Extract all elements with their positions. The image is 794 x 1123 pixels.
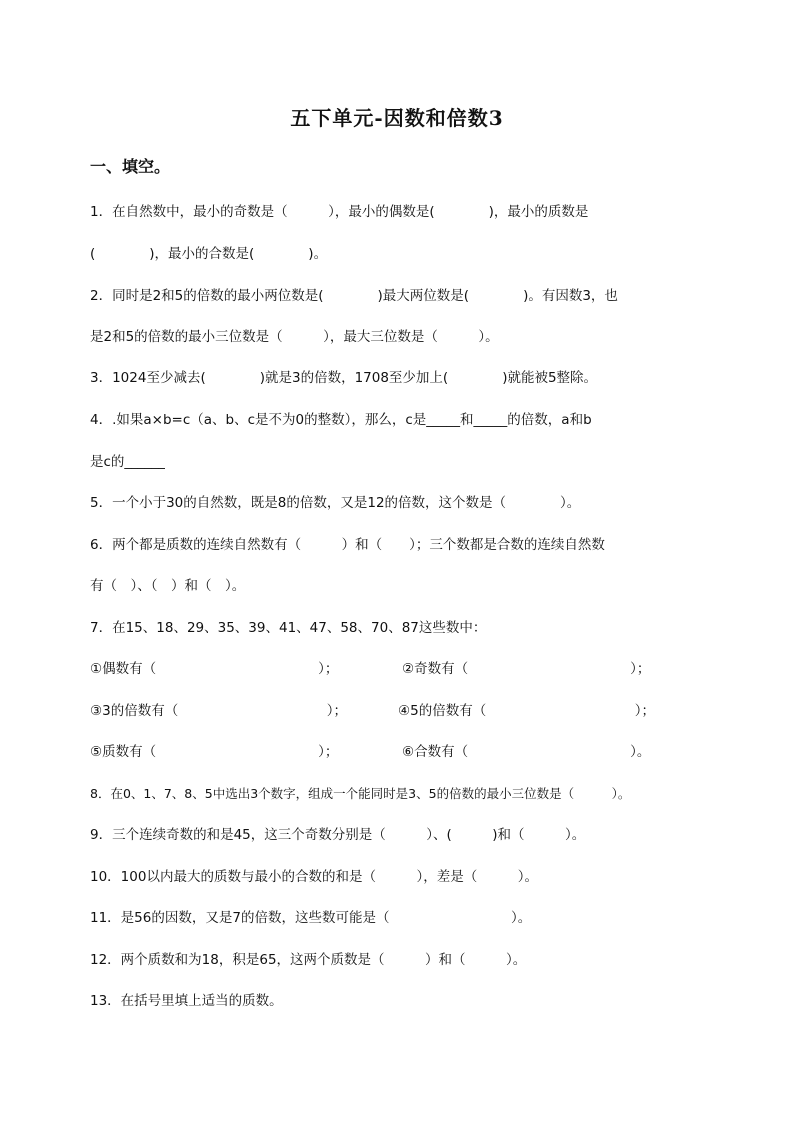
- question-7-item-multiple-of-3: ③3的倍数有（ ）；: [90, 703, 347, 719]
- question-7-item-composite: ⑥合数有（ ）。: [402, 744, 651, 760]
- question-2-line-1: 2．同时是2和5的倍数的最小两位数是( )最大两位数是( )。有因数3，也: [90, 288, 618, 304]
- question-5: 5．一个小于30的自然数，既是8的倍数，又是12的倍数，这个数是（ ）。: [90, 495, 581, 511]
- question-11: 11．是56的因数，又是7的倍数，这些数可能是（ ）。: [90, 910, 532, 926]
- page-title: 五下单元-因数和倍数3: [290, 106, 504, 130]
- question-7-item-odd: ②奇数有（ ）；: [402, 661, 651, 677]
- question-3: 3．1024至少减去( )就是3的倍数，1708至少加上( )就能被5整除。: [90, 370, 598, 386]
- question-4-line-1: 4．.如果a×b=c（a、b、c是不为0的整数），那么，c是_____和_____的倍数，a和b: [90, 412, 592, 428]
- question-6-line-1: 6．两个都是质数的连续自然数有（ ）和（ ）；三个数都是合数的连续自然数: [90, 537, 605, 553]
- question-7-item-multiple-of-5: ④5的倍数有（ ）；: [398, 703, 655, 719]
- question-10: 10．100以内最大的质数与最小的合数的和是（ ），差是（ ）。: [90, 869, 538, 885]
- question-7-item-even: ①偶数有（ ）；: [90, 661, 339, 677]
- question-1-line-2: ( )，最小的合数是( )。: [90, 246, 328, 262]
- question-8: 8．在0、1、7、8、5中选出3个数字，组成一个能同时是3、5的倍数的最小三位数是（ ）。: [90, 786, 631, 801]
- question-1-line-1: 1．在自然数中，最小的奇数是（ ），最小的偶数是( )，最小的质数是: [90, 204, 589, 220]
- section-heading: 一、填空。: [90, 157, 171, 176]
- question-13: 13．在括号里填上适当的质数。: [90, 993, 283, 1009]
- question-7-item-prime: ⑤质数有（ ）；: [90, 744, 339, 760]
- question-9: 9．三个连续奇数的和是45，这三个奇数分别是（ ）、( )和（ ）。: [90, 827, 586, 843]
- question-12: 12．两个质数和为18，积是65，这两个质数是（ ）和（ ）。: [90, 952, 527, 968]
- question-4-line-2: 是c的______: [90, 454, 165, 470]
- question-6-line-2: 有（ ）、（ ）和（ ）。: [90, 578, 246, 594]
- question-2-line-2: 是2和5的倍数的最小三位数是（ ），最大三位数是（ ）。: [90, 329, 499, 345]
- question-7: 7．在15、18、29、35、39、41、47、58、70、87这些数中：: [90, 620, 487, 636]
